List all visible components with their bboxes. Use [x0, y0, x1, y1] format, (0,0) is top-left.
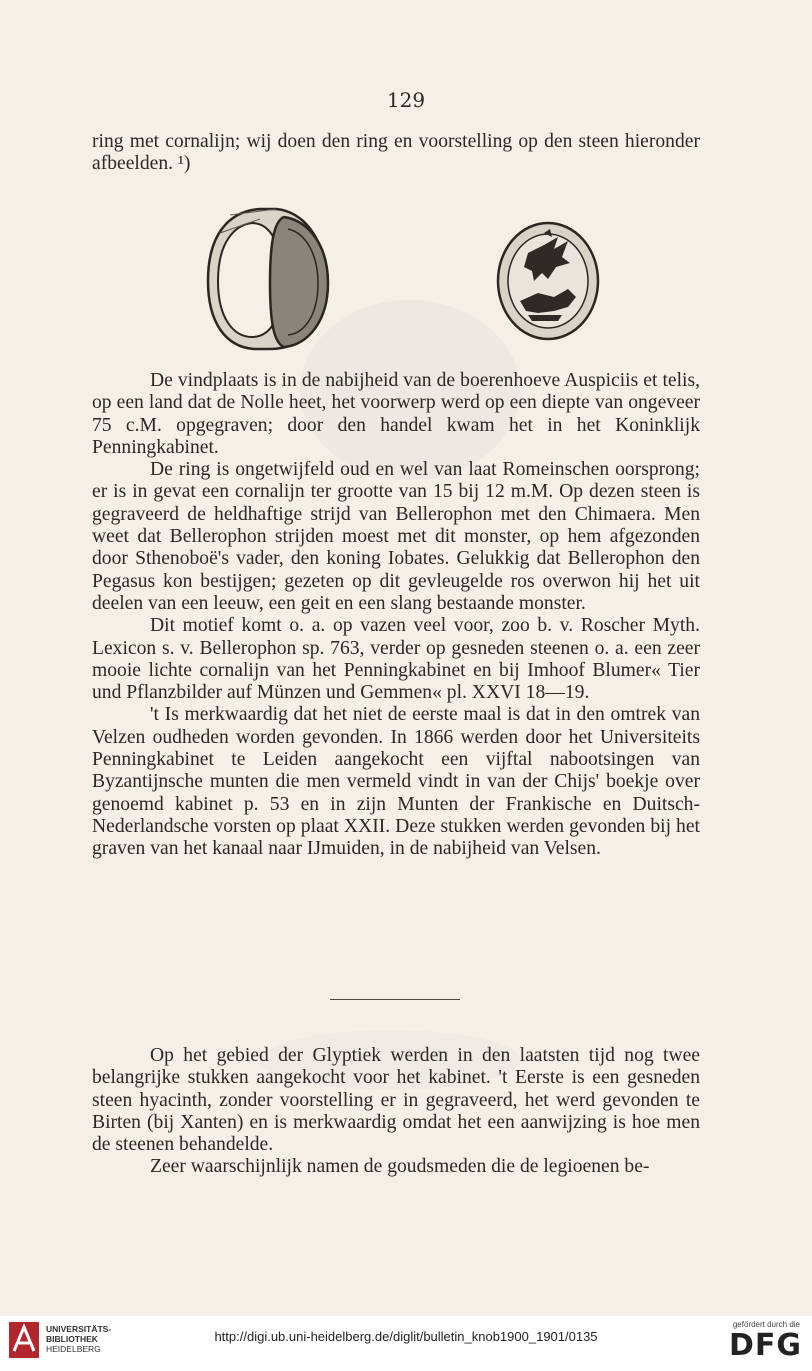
main-text-block [92, 370, 700, 861]
page-number: 129 [386, 88, 426, 112]
section-divider [330, 999, 460, 1000]
paragraph: 't Is merkwaardig dat het niet de eerste maal is dat in den omtrek van Velzen oudheden worden gevonden. In 1866 werden door het Universiteits Penningkabinet te Leiden aangekocht een vijftal nabootsingen van Byzantijnsche munten die men vermeld vindt in van der Chijs' boekje over genoemd kabinet p. 53 en in zijn Munten der Frankische en Duitsch-Nederlandsche vorsten op plaat XXII. Deze stukken werden gevonden bij het graven van het kanaal naar IJmuiden, in de nabijheid van Velsen. [92, 704, 700, 860]
library-line: BIBLIOTHEK [46, 1334, 98, 1344]
intro-paragraph: ring met cornalijn; wij doen den ring en voorstelling op den steen hieronder afbeelden. ¹) [92, 131, 700, 175]
engraved-cornelian-bellerophon [498, 223, 598, 339]
paragraph: Zeer waarschijnlijk namen de goudsmeden die de legioenen be- [150, 1156, 650, 1178]
figure-ring-and-stone [190, 203, 610, 353]
paragraph: Dit motief komt o. a. op vazen veel voor, zoo b. v. Roscher Myth. Lexicon s. v. Bellerophon sp. 763, verder op gesneden steenen o. a. een zeer mooie lichte cornalijn van het Penningkabinet en bij Imhoof Blumer« Tier und Pflanzbilder auf Münzen und Gemmen« pl. XXVI 18—19. [92, 615, 700, 704]
library-line: UNIVERSITÄTS- [46, 1324, 112, 1334]
paragraph: De ring is ongetwijfeld oud en wel van laat Romeinschen oorsprong; er is in gevat een cornalijn ter grootte van 15 bij 12 m.M. Op dezen steen is gegraveerd de heldhaftige strijd van Bellerophon met den Chimaera. Men weet dat Bellerophon strijden moest met dit monster, op hem afgezonden door Sthenoboë's vader, den koning Iobates. Gelukkig dat Bellerophon den Pegasus kon bestijgen; gezeten op dit gevleugelde ros overwon hij het uit deelen van een leeuw, een geit en een slang bestaande monster. [92, 459, 700, 614]
dfg-logo: DFG [728, 1328, 802, 1363]
permalink-url[interactable]: http://digi.ub.uni-heidelberg.de/diglit/bulletin_knob1900_1901/0135 [214, 1329, 598, 1344]
ring-illustration [208, 209, 328, 349]
intro-text-block [92, 131, 700, 176]
paragraph: Op het gebied der Glyptiek werden in den laatsten tijd nog twee belangrijke stukken aangekocht voor het kabinet. 't Eerste is een gesneden steen hyacinth, zonder voorstelling er in gegraveerd, het werd gevonden te Birten (bij Xanten) en is merkwaardig omdat het een aanwijzing is hoe men de steenen behandelde. [92, 1045, 700, 1156]
funding-note: gefördert durch die [732, 1320, 800, 1329]
paragraph: De vindplaats is in de nabijheid van de boerenhoeve Auspiciis et telis, op een land dat de Nolle heet, het voorwerp werd op een diepte van ongeveer 75 c.M. opgegraven; door den handel kwam het in het Koninklijk Penningkabinet. [92, 370, 700, 458]
library-line: HEIDELBERG [46, 1344, 101, 1354]
section2-text-block [92, 1045, 700, 1179]
